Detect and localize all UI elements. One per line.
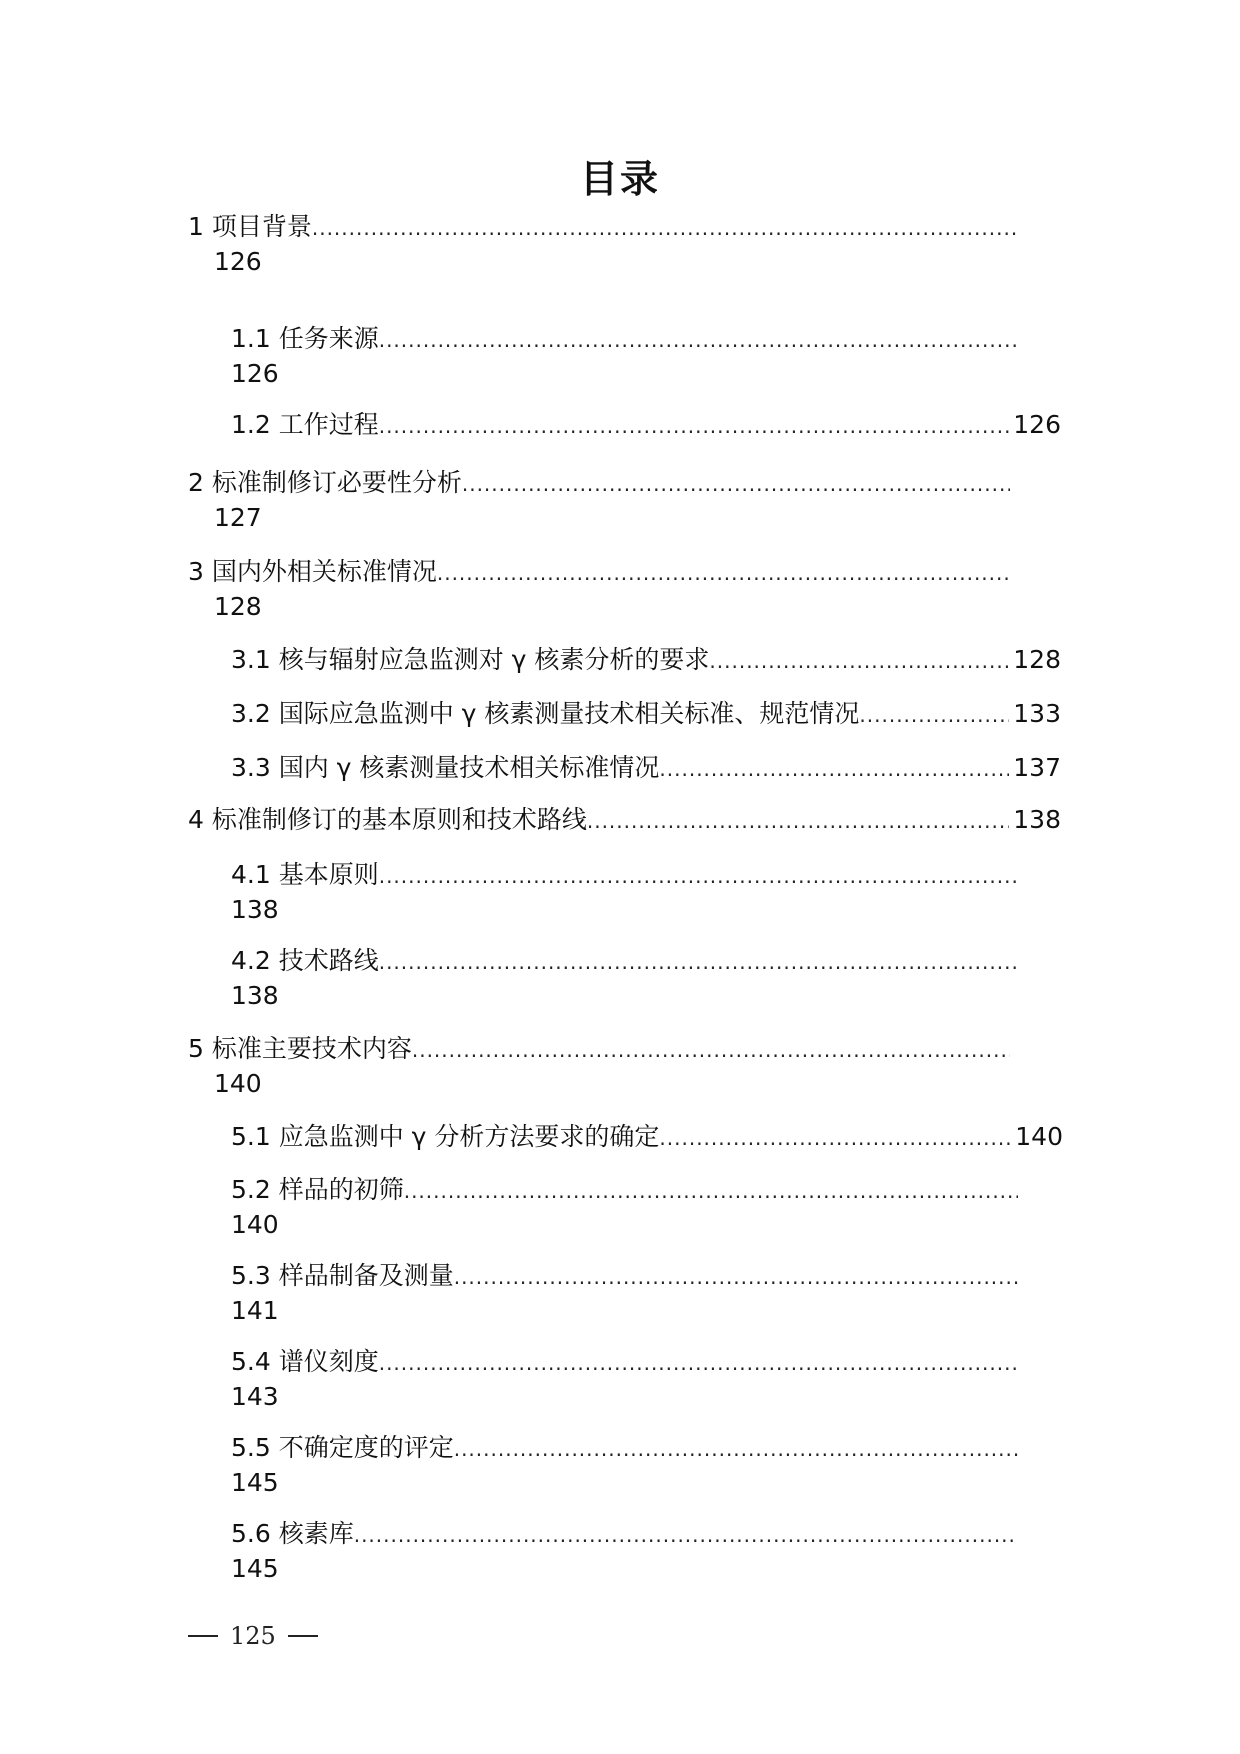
toc-leader-dots — [412, 1033, 1010, 1067]
toc-entry-label: 4.2 技术路线 — [231, 946, 379, 975]
toc-leader-dots — [454, 1260, 1018, 1294]
toc-entry-page: 127 — [214, 503, 262, 532]
toc-entry-page: 138 — [231, 895, 279, 924]
toc-entry-label: 3.1 核与辐射应急监测对 γ 核素分析的要求 — [231, 645, 710, 674]
toc-entry[interactable] — [188, 555, 1010, 624]
toc-leader-dots — [312, 211, 1018, 245]
page-footer — [188, 1622, 318, 1650]
toc-leader-dots — [404, 1174, 1018, 1208]
toc-leader-dots — [437, 556, 1010, 590]
toc-entry[interactable] — [231, 1120, 1063, 1155]
toc-title: 目录 — [579, 157, 660, 201]
toc-entry-label: 3.3 国内 γ 核素测量技术相关标准情况 — [231, 753, 660, 782]
toc-leader-dots — [379, 945, 1018, 979]
page-number: 125 — [230, 1622, 276, 1650]
toc-leader-dots — [379, 409, 1010, 443]
toc-entry-page: 145 — [231, 1554, 279, 1583]
toc-entry-page: 140 — [214, 1069, 262, 1098]
toc-entry[interactable] — [231, 408, 1061, 443]
toc-entry-label: 5.3 样品制备及测量 — [231, 1261, 454, 1290]
toc-entry-page: 138 — [231, 981, 279, 1010]
toc-entry[interactable] — [188, 803, 1061, 838]
toc-leader-dots — [462, 467, 1010, 501]
toc-entry-label: 5.6 核素库 — [231, 1519, 354, 1548]
toc-entry-page: 140 — [1015, 1122, 1063, 1151]
toc-entry[interactable] — [188, 1032, 1010, 1101]
toc-leader-dots — [454, 1432, 1018, 1466]
footer-dash-right — [288, 1635, 318, 1637]
toc-leader-dots — [354, 1518, 1018, 1552]
toc-entry-page: 143 — [231, 1382, 279, 1411]
toc-entry-page: 141 — [231, 1296, 279, 1325]
footer-dash-left — [188, 1635, 218, 1637]
toc-entry[interactable] — [188, 210, 1018, 279]
toc-leader-dots — [379, 859, 1018, 893]
toc-entry-label: 5.5 不确定度的评定 — [231, 1433, 454, 1462]
toc-entry[interactable] — [231, 751, 1061, 786]
toc-entry[interactable] — [188, 466, 1010, 535]
toc-entry-page: 128 — [1013, 645, 1061, 674]
toc-entry-page: 126 — [214, 247, 262, 276]
toc-entry-label: 5.4 谱仪刻度 — [231, 1347, 379, 1376]
toc-entry-label: 1.2 工作过程 — [231, 410, 379, 439]
toc-entry-page: 133 — [1013, 699, 1061, 728]
toc-entry-label: 3.2 国际应急监测中 γ 核素测量技术相关标准、规范情况 — [231, 699, 860, 728]
toc-entry-page: 140 — [231, 1210, 279, 1239]
toc-leader-dots — [659, 752, 1009, 786]
toc-entry-label: 2 标准制修订必要性分析 — [188, 468, 462, 497]
toc-entry-label: 4 标准制修订的基本原则和技术路线 — [188, 805, 587, 834]
toc-leader-dots — [587, 804, 1009, 838]
toc-entry-label: 3 国内外相关标准情况 — [188, 557, 437, 586]
toc-entry-label: 5 标准主要技术内容 — [188, 1034, 412, 1063]
toc-entry-label: 1 项目背景 — [188, 212, 312, 241]
toc-entry[interactable] — [231, 944, 1018, 1013]
toc-entry[interactable] — [231, 1173, 1018, 1242]
toc-entry-label: 1.1 任务来源 — [231, 324, 379, 353]
toc-entry-label: 5.2 样品的初筛 — [231, 1175, 404, 1204]
toc-entry-page: 126 — [1013, 410, 1061, 439]
toc-leader-dots — [379, 323, 1018, 357]
toc-entry[interactable] — [231, 322, 1018, 391]
toc-leader-dots — [709, 644, 1009, 678]
toc-entry[interactable] — [231, 697, 1061, 732]
toc-leader-dots — [379, 1346, 1018, 1380]
toc-entry-label: 4.1 基本原则 — [231, 860, 379, 889]
toc-leader-dots — [859, 698, 1009, 732]
toc-entry[interactable] — [231, 643, 1061, 678]
toc-entry-page: 128 — [214, 592, 262, 621]
toc-entry[interactable] — [231, 1517, 1018, 1586]
toc-entry-label: 5.1 应急监测中 γ 分析方法要求的确定 — [231, 1122, 660, 1151]
toc-entry[interactable] — [231, 1259, 1018, 1328]
toc-entry-page: 126 — [231, 359, 279, 388]
toc-leader-dots — [659, 1121, 1011, 1155]
toc-entry-page: 145 — [231, 1468, 279, 1497]
toc-entry-page: 138 — [1013, 805, 1061, 834]
toc-entry[interactable] — [231, 1431, 1018, 1500]
toc-entry[interactable] — [231, 1345, 1018, 1414]
toc-entry[interactable] — [231, 858, 1018, 927]
toc-entry-page: 137 — [1013, 753, 1061, 782]
